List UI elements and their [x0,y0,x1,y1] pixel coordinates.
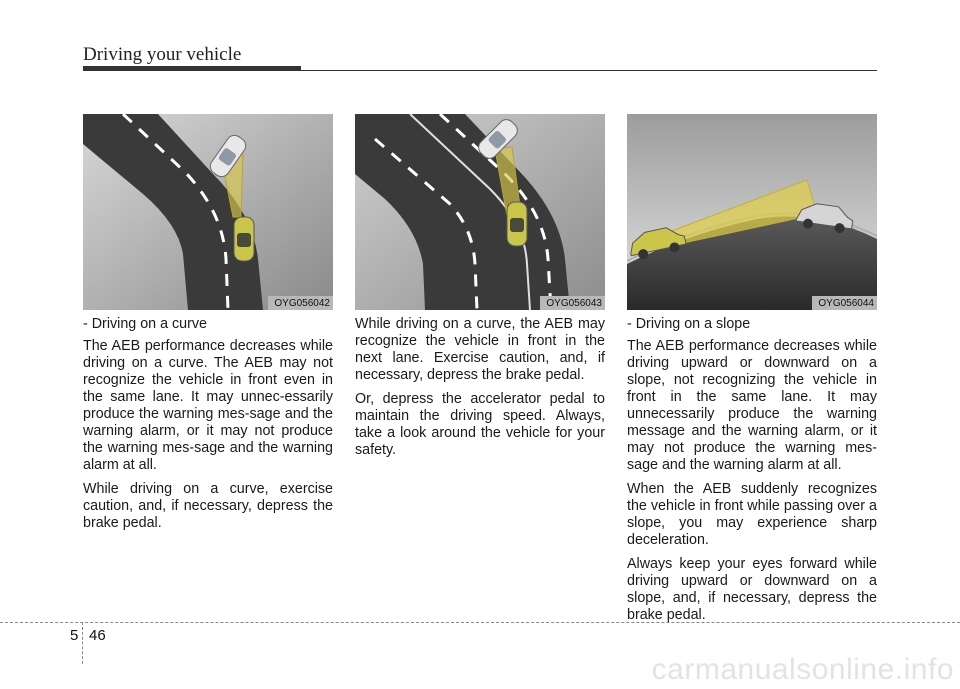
slope-illustration [627,114,877,310]
paragraph: When the AEB suddenly recognizes the vehicle in front while passing over a slope, you may experience sharp deceleration. [627,481,877,548]
column-left [83,316,333,539]
paragraph: The AEB performance decreases while driving on a curve. The AEB may not recognize the vehicle in front even in the same lane. It may unnec-essarily produce the warning mes-sage and the warning alarm, or it may not produce the warning mes-sage and the warning alarm at all. [83,338,333,473]
figure-slope [627,114,877,310]
paragraph: The AEB performance decreases while driving upward or downward on a slope, not recognizing the vehicle in front in the same lane. It may unnecessarily produce the warning message and the warning alarm, or it may not produce the warning mes-sage and the warning alarm at all. [627,338,877,473]
paragraph: Or, depress the accelerator pedal to maintain the driving speed. Always, take a look around the vehicle for your safety. [355,391,605,458]
figure-code: OYG056042 [268,296,333,310]
header-rule-thick [83,66,301,71]
watermark: carmanualsonline.info [651,653,954,686]
figure-code: OYG056044 [812,296,877,310]
footer-rule [0,622,960,623]
figure-curve-adjacent-lane [355,114,605,310]
subheading: - Driving on a slope [627,316,751,332]
figure-code: OYG056043 [540,296,605,310]
header-rule-thin [301,70,877,71]
section-title: Driving your vehicle [83,44,242,65]
paragraph: While driving on a curve, the AEB may recognize the vehicle in front in the next lane. Exercise caution, and, if necessary, depress the brake pedal. [355,316,605,383]
column-right [627,316,877,631]
subheading: - Driving on a curve [83,316,207,332]
curve-adjacent-lane-illustration [355,114,605,310]
figure-curve-same-lane [83,114,333,310]
paragraph: While driving on a curve, exercise caution, and, if necessary, depress the brake pedal. [83,481,333,531]
page-number: 46 [89,627,106,644]
paragraph: Always keep your eyes forward while driving upward or downward on a slope, and, if necessary, depress the brake pedal. [627,556,877,623]
footer-divider [82,622,83,664]
column-middle [355,316,605,466]
chapter-number: 5 [70,627,79,644]
curve-same-lane-illustration [83,114,333,310]
